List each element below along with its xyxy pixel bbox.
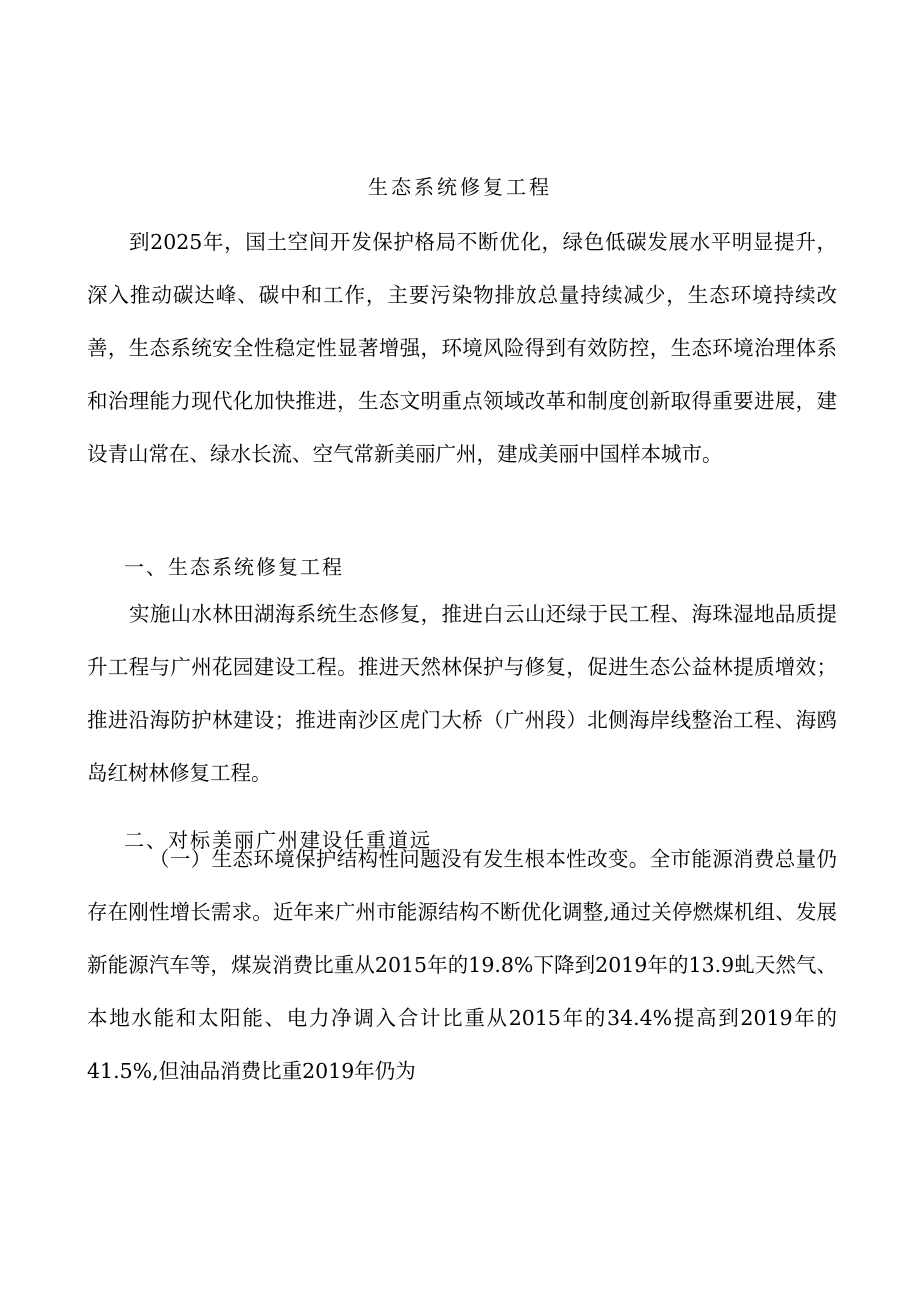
section-2-paragraph: （一）生态环境保护结构性问题没有发生根本性改变。全市能源消费总量仍存在刚性增长需求。近年来广州市能源结构不断优化调整,通过关停燃煤机组、发展新能源汽车等，煤炭消费比重从2015年的19.8%下降到2019年的13.9虬天然气、本地水能和太阳能、电力净调入合计比重从2015年的34.4%提高到2019年的41.5%,但油品消费比重2019年仍为 <box>87 847 837 1083</box>
section-1-paragraph: 实施山水林田湖海系统生态修复，推进白云山还绿于民工程、海珠湿地品质提升工程与广州花园建设工程。推进天然林保护与修复，促进生态公益林提质增效；推进沿海防护林建设；推进南沙区虎门大桥（广州段）北侧海岸线整治工程、海鸥岛红树林修复工程。 <box>87 602 837 785</box>
intro-paragraph: 到2025年，国土空间开发保护格局不断优化，绿色低碳发展水平明显提升，深入推动碳达峰、碳中和工作，主要污染物排放总量持续减少，生态环境持续改善，生态系统安全性稳定性显著增强，环境风险得到有效防控，生态环境治理体系和治理能力现代化加快推进，生态文明重点领域改革和制度创新取得重要进展，建设青山常在、绿水长流、空气常新美丽广州，建成美丽中国样本城市。 <box>87 230 837 466</box>
document-title: 生态系统修复工程 <box>368 175 552 199</box>
section-heading-2: 二、对标美丽广州建设任重道远 <box>124 828 432 852</box>
section-heading-1: 一、生态系统修复工程 <box>124 555 344 579</box>
